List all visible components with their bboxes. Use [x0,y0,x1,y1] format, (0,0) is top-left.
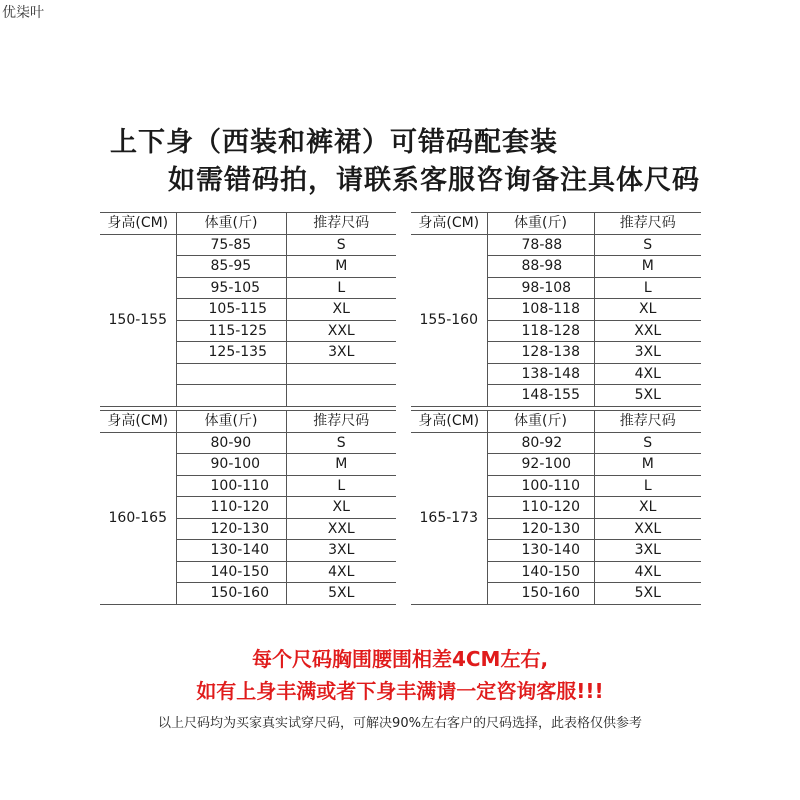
size-cell: XL [286,497,396,519]
header-size: 推荐尺码 [286,213,396,235]
weight-cell: 105-115 [176,299,286,321]
weight-cell: 118-128 [487,320,594,342]
weight-cell: 150-160 [487,583,594,605]
height-range: 160-165 [100,432,176,604]
weight-cell: 128-138 [487,342,594,364]
size-cell: XXL [286,518,396,540]
height-range: 165-173 [411,432,487,604]
note-consult-service: 如有上身丰满或者下身丰满请一定咨询客服!!! [196,679,604,703]
size-cell: XL [594,299,701,321]
size-cell: 5XL [594,385,701,407]
note-chest-waist: 每个尺码胸围腰围相差4CM左右, [251,647,549,671]
weight-cell: 138-148 [487,363,594,385]
weight-cell: 120-130 [176,518,286,540]
size-cell: M [286,256,396,278]
weight-cell: 100-110 [487,475,594,497]
weight-cell: 90-100 [176,454,286,476]
weight-cell: 140-150 [176,561,286,583]
header-height: 身高(CM) [100,213,176,235]
note-disclaimer: 以上尺码均为买家真实试穿尺码，可解决90%左右客户的尺码选择，此表格仅供参考 [158,716,642,731]
weight-cell: 130-140 [487,540,594,562]
size-cell: XL [594,497,701,519]
size-cell: M [594,454,701,476]
header-weight: 体重(斤) [176,411,286,433]
brand-name: 优柒叶 [2,5,44,21]
weight-cell [176,363,286,385]
size-cell: S [594,432,701,454]
header-size: 推荐尺码 [594,411,701,433]
weight-cell: 140-150 [487,561,594,583]
header-height: 身高(CM) [411,213,487,235]
weight-cell: 125-135 [176,342,286,364]
header-size: 推荐尺码 [594,213,701,235]
size-table-160-165 [100,410,396,605]
weight-cell: 110-120 [487,497,594,519]
size-cell: L [286,475,396,497]
size-cell: 4XL [286,561,396,583]
header-height: 身高(CM) [411,411,487,433]
size-cell: 3XL [594,342,701,364]
size-cell [286,363,396,385]
weight-cell: 85-95 [176,256,286,278]
size-cell: 5XL [594,583,701,605]
header-height: 身高(CM) [100,411,176,433]
header-size: 推荐尺码 [286,411,396,433]
size-cell: L [594,277,701,299]
size-cell: S [594,234,701,256]
weight-cell: 75-85 [176,234,286,256]
size-cell: 3XL [286,342,396,364]
size-table-150-155 [100,212,396,407]
size-cell: 4XL [594,561,701,583]
size-table-155-160 [411,212,701,407]
size-cell: 3XL [594,540,701,562]
weight-cell: 150-160 [176,583,286,605]
weight-cell: 100-110 [176,475,286,497]
weight-cell: 80-90 [176,432,286,454]
size-cell: S [286,234,396,256]
size-cell: S [286,432,396,454]
weight-cell: 80-92 [487,432,594,454]
header-weight: 体重(斤) [487,411,594,433]
size-cell: XL [286,299,396,321]
height-range: 150-155 [100,234,176,406]
weight-cell: 110-120 [176,497,286,519]
size-cell: M [594,256,701,278]
size-cell: L [286,277,396,299]
weight-cell: 108-118 [487,299,594,321]
size-cell: L [594,475,701,497]
height-range: 155-160 [411,234,487,406]
title-line-1: 上下身（西装和裤裙）可错码配套装 [110,127,558,158]
size-cell: 4XL [594,363,701,385]
weight-cell: 92-100 [487,454,594,476]
size-cell: M [286,454,396,476]
size-cell: 3XL [286,540,396,562]
weight-cell: 88-98 [487,256,594,278]
weight-cell: 115-125 [176,320,286,342]
weight-cell: 130-140 [176,540,286,562]
size-table-165-173 [411,410,701,605]
title-line-2: 如需错码拍，请联系客服咨询备注具体尺码 [168,165,700,196]
weight-cell: 78-88 [487,234,594,256]
size-cell [286,385,396,407]
header-weight: 体重(斤) [487,213,594,235]
size-cell: XXL [286,320,396,342]
size-cell: XXL [594,320,701,342]
weight-cell: 98-108 [487,277,594,299]
weight-cell: 148-155 [487,385,594,407]
size-cell: 5XL [286,583,396,605]
header-weight: 体重(斤) [176,213,286,235]
weight-cell: 120-130 [487,518,594,540]
weight-cell: 95-105 [176,277,286,299]
weight-cell [176,385,286,407]
size-cell: XXL [594,518,701,540]
